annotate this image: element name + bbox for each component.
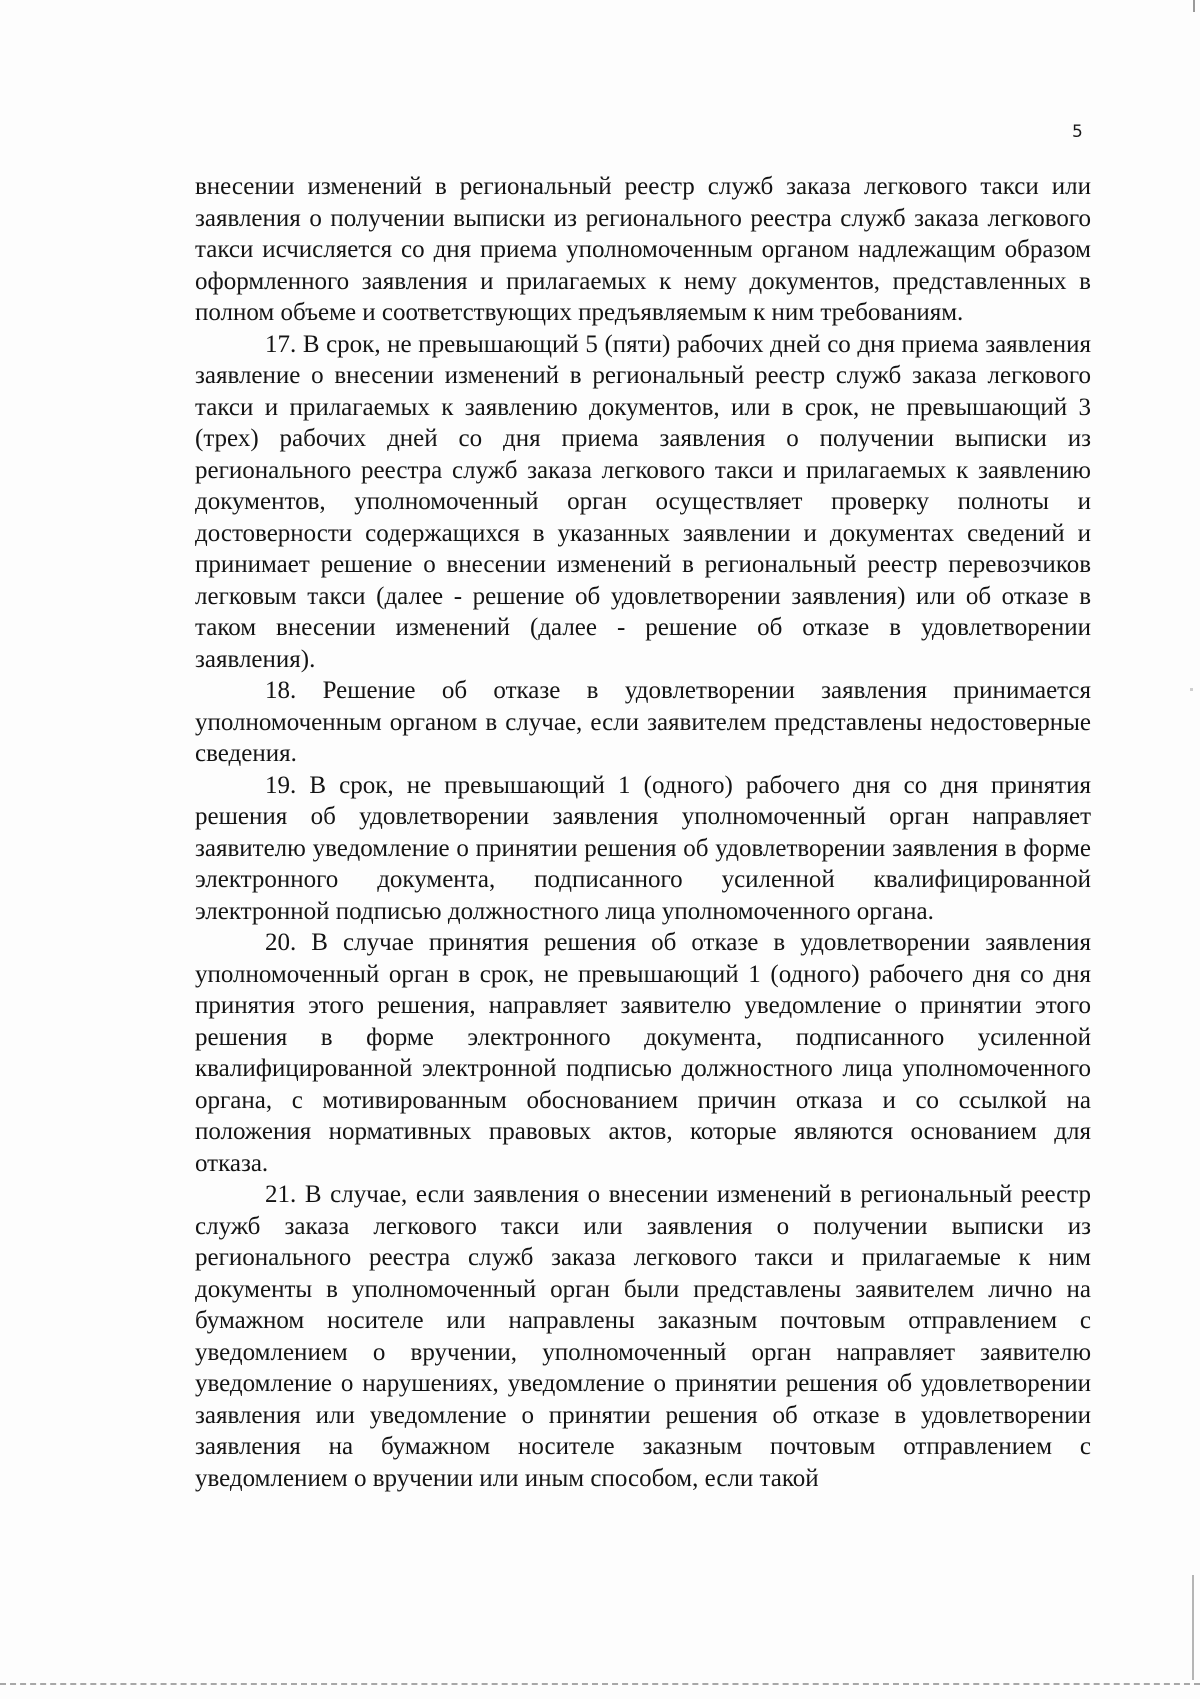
paragraph-item-18: 18. Решение об отказе в удовлетворении заявления принимается уполномоченным органом в случае, если заявителем представлены недостоверные сведения. <box>195 677 1091 767</box>
scan-artifact-bottom-line <box>0 1683 1200 1685</box>
scan-artifact-top-mark <box>1193 0 1195 12</box>
document-body <box>195 171 1091 1494</box>
paragraph-continuation: внесении изменений в региональный реестр служб заказа легкового такси или заявления о получении выписки из регионального реестра служб заказа легкового такси исчисляется со дня приема уполномоченным органом надлежащим образом оформленного заявления и прилагаемых к нему документов, представленных в полном объеме и соответствующих предъявляемым к ним требованиям. <box>195 173 1091 326</box>
paragraph-item-20: 20. В случае принятия решения об отказе в удовлетворении заявления уполномоченный орган в срок, не превышающий 1 (одного) рабочего дня со дня принятия этого решения, направляет заявителю уведомление о принятии этого решения в форме электронного документа, подписанного усиленной квалифицированной электронной подписью должностного лица уполномоченного органа, с мотивированным обоснованием причин отказа и со ссылкой на положения нормативных правовых актов, которые являются основанием для отказа. <box>195 929 1091 1177</box>
scan-artifact-dot <box>1190 688 1193 691</box>
paragraph-item-19: 19. В срок, не превышающий 1 (одного) рабочего дня со дня принятия решения об удовлетворении заявления уполномоченный орган направляет заявителю уведомление о принятии решения об удовлетворении заявления в форме электронного документа, подписанного усиленной квалифицированной электронной подписью должностного лица уполномоченного органа. <box>195 771 1091 925</box>
page-number: 5 <box>1072 122 1083 142</box>
paragraph-item-21: 21. В случае, если заявления о внесении изменений в региональный реестр служб заказа легкового такси или заявления о получении выписки из регионального реестра служб заказа легкового такси и прилагаемые к ним документы в уполномоченный орган были представлены заявителем лично на бумажном носителе или направлены заказным почтовым отправлением с уведомлением о вручении, уполномоченный орган направляет заявителю уведомление о нарушениях, уведомление о принятии решения об удовлетворении заявления или уведомление о принятии решения об отказе в удовлетворении заявления на бумажном носителе заказным почтовым отправлением с уведомлением о вручении или иным способом, если такой <box>195 1181 1091 1492</box>
paragraph-item-17: 17. В срок, не превышающий 5 (пяти) рабочих дней со дня приема заявления заявление о внесении изменений в региональный реестр служб заказа легкового такси и прилагаемых к заявлению документов, или в срок, не превышающий 3 (трех) рабочих дней со дня приема заявления о получении выписки из регионального реестра служб заказа легкового такси и прилагаемых к заявлению документов, уполномоченный орган осуществляет проверку полноты и достоверности содержащихся в указанных заявлении и документах сведений и принимает решение о внесении изменений в региональный реестр перевозчиков легковым такси (далее - решение об удовлетворении заявления) или об отказе в таком внесении изменений (далее - решение об отказе в удовлетворении заявления). <box>195 330 1091 673</box>
scan-artifact-edge-line <box>1192 1575 1194 1680</box>
